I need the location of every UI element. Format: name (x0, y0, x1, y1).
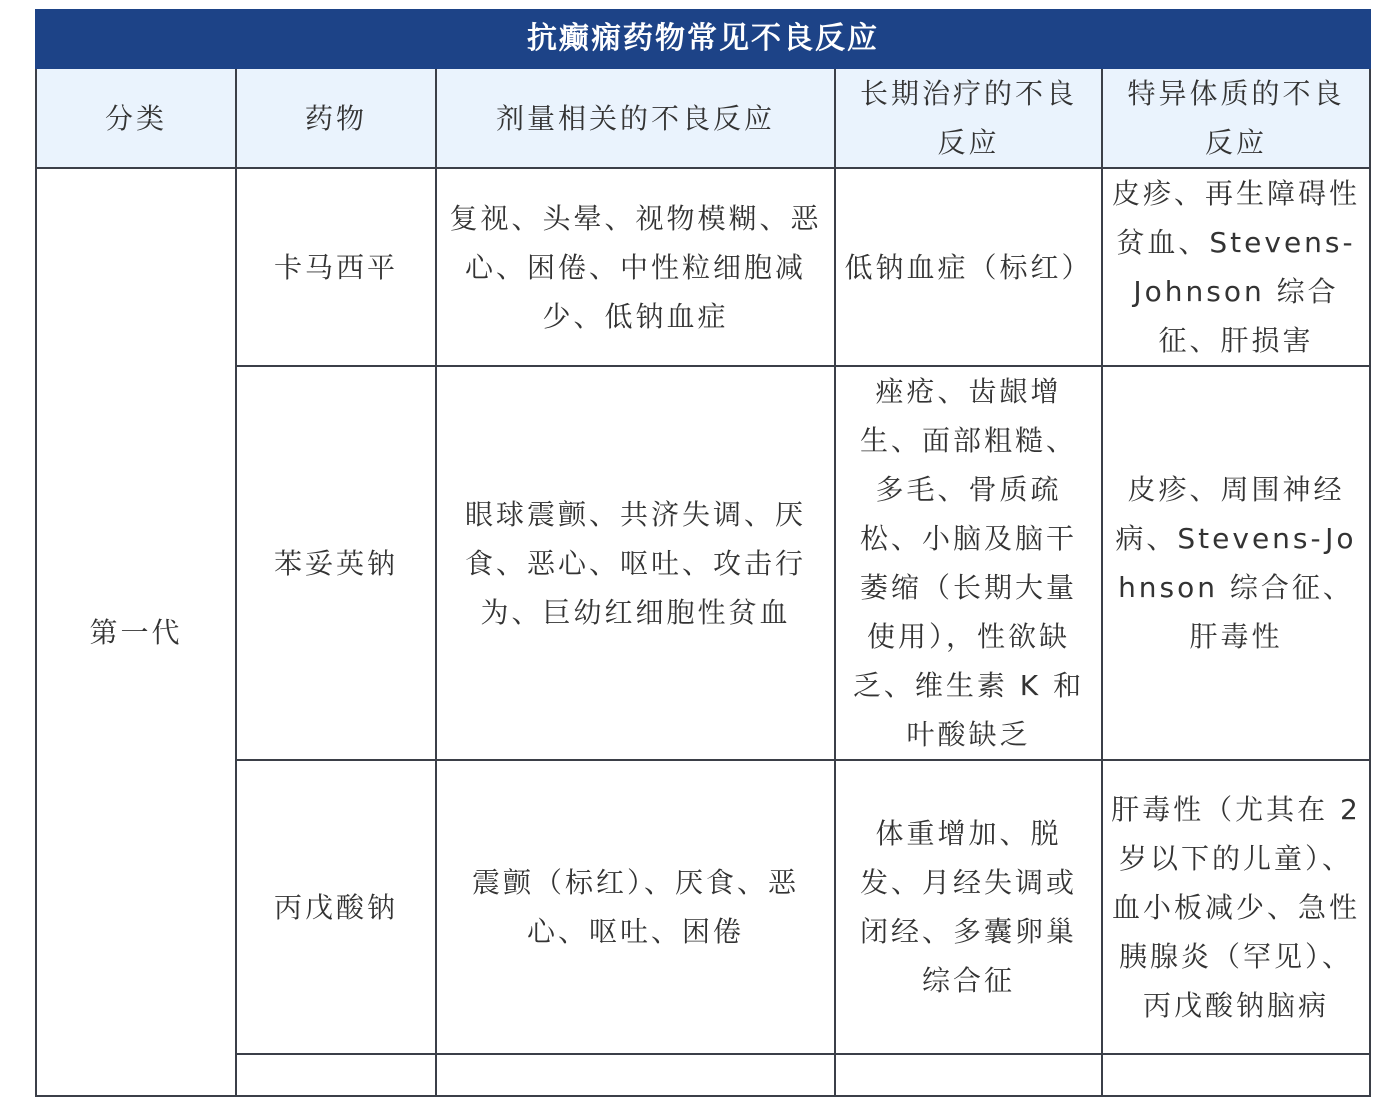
adverse-reaction-table (35, 9, 1371, 1097)
idiosyncratic-cell: 肝毒性（尤其在 2 岁以下的儿童）、血小板减少、急性胰腺炎（罕见）、丙戊酸钠脑病 (1102, 760, 1370, 1054)
category-cell: 第一代 (36, 168, 236, 1096)
empty-cell (835, 1054, 1102, 1096)
drug-name-cell: 丙戊酸钠 (236, 760, 436, 1054)
long-term-cell: 低钠血症（标红） (835, 168, 1102, 366)
dose-related-cell: 复视、头晕、视物模糊、恶心、困倦、中性粒细胞减少、低钠血症 (436, 168, 835, 366)
table-title-row (36, 10, 1370, 68)
table-row-cutoff (36, 1054, 1370, 1096)
header-dose-related: 剂量相关的不良反应 (436, 68, 835, 168)
drug-name-cell: 卡马西平 (236, 168, 436, 366)
header-drug: 药物 (236, 68, 436, 168)
table-row (36, 760, 1370, 1054)
empty-cell (1102, 1054, 1370, 1096)
header-idiosyncratic: 特异体质的不良反应 (1102, 68, 1370, 168)
header-category: 分类 (36, 68, 236, 168)
table-title: 抗癫痫药物常见不良反应 (36, 10, 1370, 68)
dose-related-cell: 震颤（标红）、厌食、恶心、呕吐、困倦 (436, 760, 835, 1054)
dose-related-cell: 眼球震颤、共济失调、厌食、恶心、呕吐、攻击行为、巨幼红细胞性贫血 (436, 366, 835, 760)
long-term-cell: 痤疮、齿龈增生、面部粗糙、多毛、骨质疏松、小脑及脑干萎缩（长期大量使用），性欲缺乏、维生素 K 和叶酸缺乏 (835, 366, 1102, 760)
idiosyncratic-cell: 皮疹、周围神经病、Stevens-Johnson 综合征、肝毒性 (1102, 366, 1370, 760)
drug-name-cell: 苯妥英钠 (236, 366, 436, 760)
idiosyncratic-cell: 皮疹、再生障碍性贫血、Stevens-Johnson 综合征、肝损害 (1102, 168, 1370, 366)
table-row (36, 366, 1370, 760)
adverse-reaction-table-container (35, 9, 1369, 1097)
long-term-cell: 体重增加、脱发、月经失调或闭经、多囊卵巢综合征 (835, 760, 1102, 1054)
empty-cell (436, 1054, 835, 1096)
header-long-term: 长期治疗的不良反应 (835, 68, 1102, 168)
empty-cell (236, 1054, 436, 1096)
table-header-row (36, 68, 1370, 168)
table-row (36, 168, 1370, 366)
